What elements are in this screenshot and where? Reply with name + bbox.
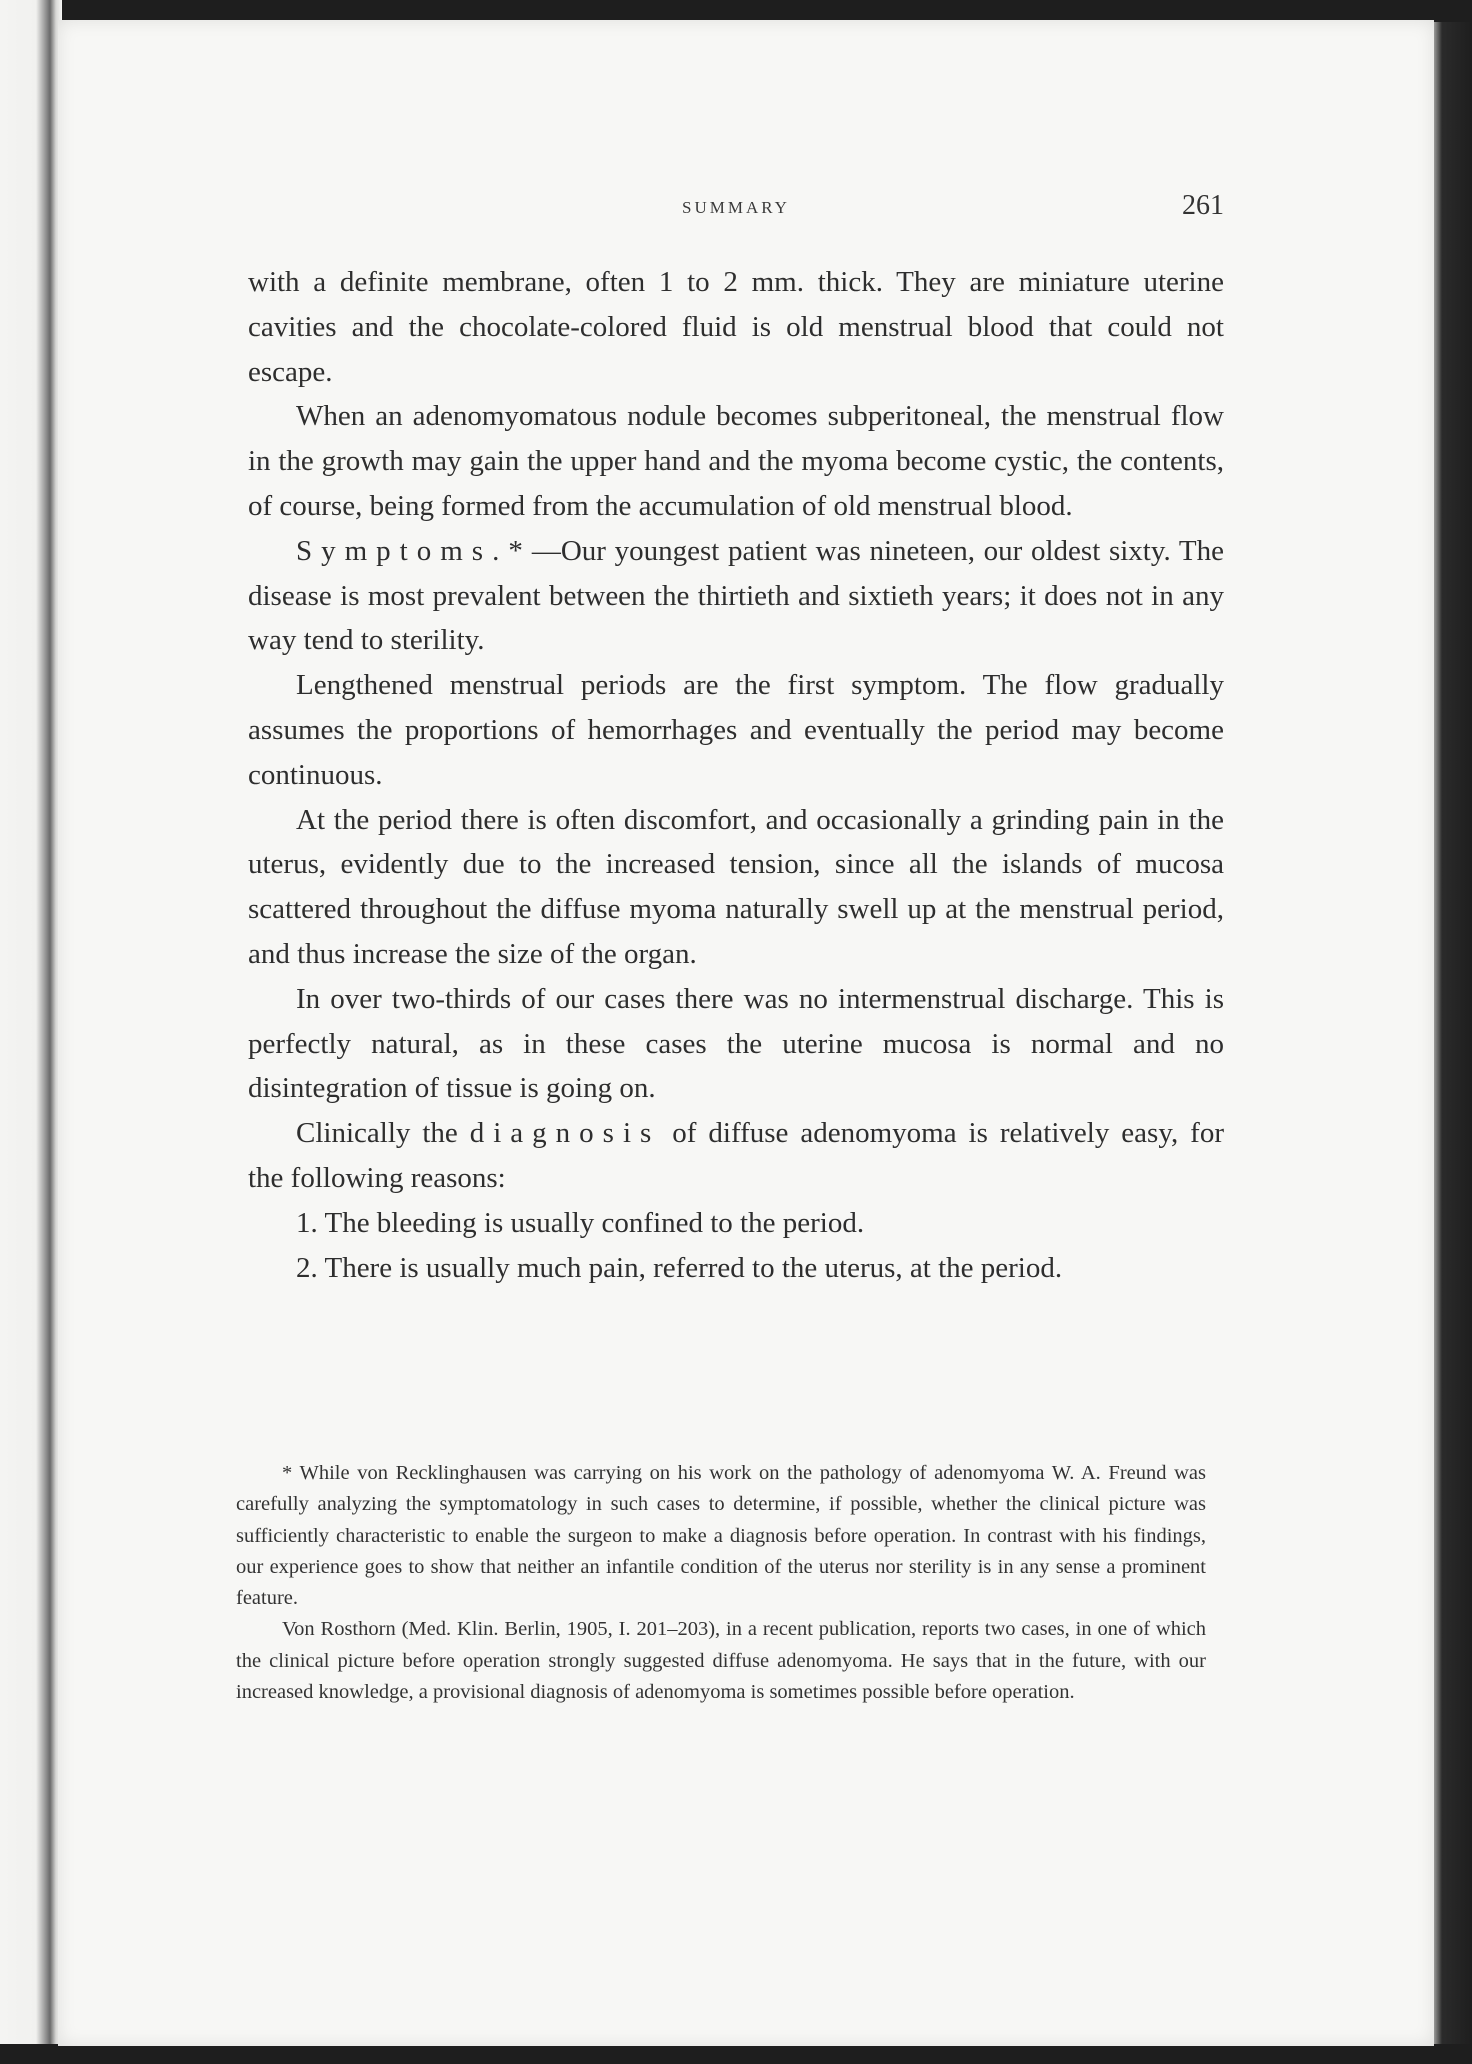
running-head: SUMMARY [682,198,790,217]
footnotes [236,1458,1206,1708]
paragraph-2: When an adenomyomatous nodule becomes subperitoneal, the menstrual flow in the growth may gain the upper hand and the myoma become cystic, the contents, of course, being formed from the accumulation of old menstrual blood. [248,400,1224,522]
paragraph-7-lead: Clinically the [296,1117,470,1150]
paragraph-3-text: —Our youngest patient was nineteen, our oldest sixty. The disease is most prevalent between the thirtieth and sixtieth years; it does not in any way tend to sterility. [248,534,1224,657]
paragraph-3 [248,529,1224,663]
footnote-1: * While von Recklinghausen was carrying on his work on the pathology of adenomyoma W. A. Freund was carefully analyzing the symptomatology in such cases to determine, if possible, whether the clinical picture was sufficiently characteristic to enable the surgeon to make a diagnosis before operation. In contrast with his findings, our experience goes to show that neither an infantile condition of the uterus nor sterility is in any sense a prominent feature. [236,1462,1206,1610]
paragraph-6: In over two-thirds of our cases there was no intermenstrual discharge. This is perfectly natural, as in these cases the uterine mucosa is normal and no disintegration of tissue is going on. [248,982,1224,1105]
page-number: 261 [1182,190,1224,221]
body-text [248,260,1224,1290]
page-header [248,190,1224,236]
section-heading-symptoms: Symptoms.* [296,534,532,567]
list-item-2: 2. There is usually much pain, referred to the uterus, at the period. [296,1251,1063,1284]
scan-border-bottom [0,2044,1472,2064]
scan-border-top [0,0,1472,22]
paragraph-7 [248,1111,1224,1201]
paragraph-5: At the period there is often discomfort, and occasionally a grinding pain in the uterus, evidently due to the increased tension, since all the islands of mucosa scattered throughout the diffuse myoma naturally swell up at the menstrual period, and thus increase the size of the organ. [248,803,1224,970]
paragraph-4: Lengthened menstrual periods are the first symptom. The flow gradually assumes the proportions of hemorrhages and eventually the period may become continuous. [248,669,1224,791]
paragraph-7-text: of diffuse adenomyoma is relatively easy, for the following reasons: [248,1117,1224,1194]
paragraph-1: with a definite membrane, often 1 to 2 mm. thick. They are miniature uterine cavities and the chocolate-colored fluid is old menstrual blood that could not escape. [248,266,1224,388]
footnote-2: Von Rosthorn (Med. Klin. Berlin, 1905, I. 201–203), in a recent publication, reports two cases, in one of which the clinical picture before operation strongly suggested diffuse adenomyoma. He says that in the future, with our increased knowledge, a provisional diagnosis of adenomyoma is sometimes possible before operation. [236,1618,1206,1704]
list-item-1: 1. The bleeding is usually confined to the period. [296,1206,865,1239]
section-heading-diagnosis: diagnosis [469,1117,661,1150]
scan-border-left [0,0,62,2064]
